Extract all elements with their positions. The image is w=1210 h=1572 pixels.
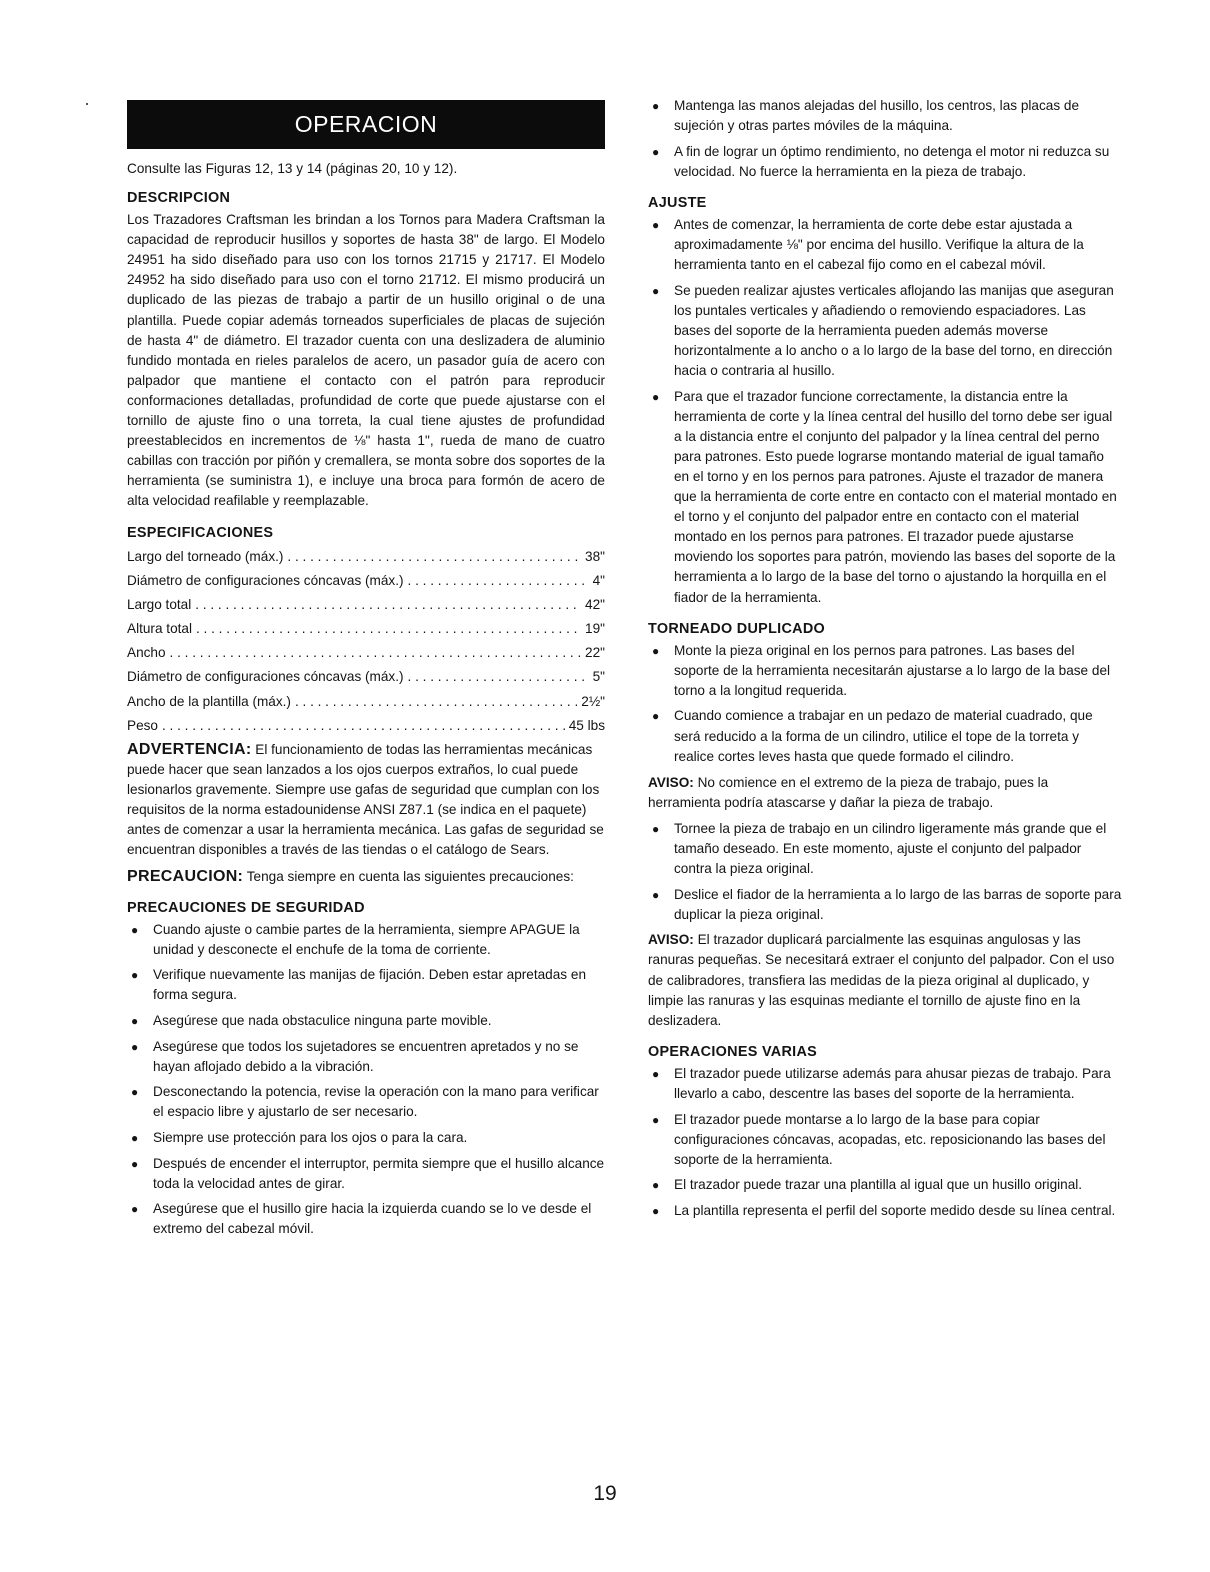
leader-dots	[295, 690, 577, 714]
spec-value: 19"	[585, 621, 605, 637]
left-column	[127, 100, 605, 1245]
leader-dots	[408, 569, 589, 593]
aviso-note	[648, 930, 1122, 1030]
precaucion-keyword: PRECAUCION:	[127, 867, 244, 885]
spec-label: Altura total	[127, 621, 192, 637]
list-item	[127, 1037, 605, 1077]
list-item	[648, 387, 1122, 608]
varias-heading: OPERACIONES VARIAS	[648, 1043, 818, 1060]
scan-speck	[86, 103, 88, 105]
list-item	[648, 819, 1122, 879]
spec-label: Diámetro de configuraciones cóncavas (máx.)	[127, 669, 404, 685]
spec-label: Diámetro de configuraciones cóncavas (máx.)	[127, 572, 404, 588]
specifications-list	[127, 545, 605, 739]
aviso-keyword: AVISO:	[648, 932, 694, 948]
spec-row	[127, 545, 605, 569]
bullet-icon: ●	[652, 821, 660, 836]
list-item-text: El trazador puede utilizarse además para ahusar piezas de trabajo. Para llevarlo a cabo, descentre las bases del soporte de la herramienta.	[674, 1065, 1111, 1101]
list-item	[648, 142, 1122, 182]
list-item-text: Desconectando la potencia, revise la operación con la mano para verificar el espacio libre y ajustarlo de ser necesario.	[153, 1084, 599, 1120]
list-item-text: Verifique nuevamente las manijas de fijación. Deben estar apretadas en forma segura.	[153, 967, 587, 1003]
ajuste-list	[648, 215, 1122, 608]
list-item	[127, 1128, 605, 1148]
list-item	[127, 1082, 605, 1122]
leader-dots	[170, 641, 582, 665]
spec-label: Ancho	[127, 645, 166, 661]
list-item	[648, 706, 1122, 766]
spec-value: 4"	[592, 572, 605, 588]
spec-row	[127, 665, 605, 689]
list-item	[127, 1011, 605, 1031]
list-item	[648, 885, 1122, 925]
bullet-icon: ●	[652, 144, 660, 159]
list-item-text: Siempre use protección para los ojos o para la cara.	[153, 1130, 468, 1145]
list-item-text: Monte la pieza original en los pernos para patrones. Las bases del soporte de la herramienta necesitarán ajustarse a lo largo de la base del torno a la longitud requerida.	[674, 642, 1111, 698]
banner-title: OPERACION	[294, 111, 438, 138]
right-column	[648, 96, 1122, 1227]
list-item-text: Para que el trazador funcione correctamente, la distancia entre la herramienta de corte y la línea central del husillo del torno debe ser igual a la distancia entre el conjunto del palpador y la línea central del perno para patrones. Esto puede lograrse montando material de igual tamaño en el torno y en los pernos para patrones. Ajuste el trazador de manera que la herramienta de corte entre en contacto con el material montado en el torno y el conjunto del palpador entre en contacto con el material montado en los pernos para patrones. El trazador puede ajustarse moviendo los soportes para patrón, moviendo las bases del soporte de la herramienta a lo largo de la base del torno o ajustando la horquilla en el fiador de la herramienta.	[674, 388, 1117, 605]
advertencia-keyword: ADVERTENCIA:	[127, 741, 252, 758]
leader-dots	[287, 545, 581, 569]
list-item-text: El trazador puede trazar una plantilla al igual que un husillo original.	[674, 1177, 1083, 1193]
bullet-icon: ●	[652, 1112, 660, 1127]
figures-reference: Consulte las Figuras 12, 13 y 14 (páginas 20, 10 y 12).	[127, 161, 458, 176]
bullet-icon: ●	[131, 1085, 139, 1100]
spec-value: 45 lbs	[568, 717, 605, 733]
bullet-icon: ●	[652, 283, 660, 298]
precaucion-paragraph	[127, 867, 605, 887]
list-item	[648, 1201, 1122, 1221]
spec-value: 2½"	[581, 693, 605, 709]
list-item-text: Después de encender el interruptor, permita siempre que el husillo alcance toda la velocidad antes de girar.	[153, 1155, 605, 1191]
list-item-text: Tornee la pieza de trabajo en un cilindro ligeramente más grande que el tamaño deseado. En este momento, ajuste el conjunto del palpador contra la pieza original.	[674, 820, 1107, 877]
bullet-icon: ●	[131, 1131, 139, 1145]
spec-label: Peso	[127, 717, 158, 733]
varias-list	[648, 1064, 1122, 1221]
bullet-icon: ●	[652, 1066, 660, 1081]
bullet-icon: ●	[652, 99, 660, 113]
precaucion-text: Tenga siempre en cuenta las siguientes precauciones:	[243, 868, 574, 884]
torneado-list-a	[648, 641, 1122, 767]
bullet-icon: ●	[652, 887, 660, 902]
list-item-text: El trazador puede montarse a lo largo de la base para copiar configuraciones cóncavas, acopadas, etc. reposicionando las bases del soporte de la herramienta.	[674, 1111, 1106, 1167]
seguridad-heading: PRECAUCIONES DE SEGURIDAD	[127, 899, 365, 916]
list-item	[127, 920, 605, 960]
aviso-text: El trazador duplicará parcialmente las esquinas angulosas y las ranuras pequeñas. Se necesitará extraer el conjunto del palpador. Con el uso de calibradores, transfiera las medidas de la pieza original al duplicado, y limpie las ranuras y las esquinas mediante el tornillo de ajuste fino en la deslizadera.	[648, 932, 1115, 1028]
descripcion-heading: DESCRIPCION	[127, 190, 231, 207]
list-item-text: Mantenga las manos alejadas del husillo, los centros, las placas de sujeción y otras partes móviles de la máquina.	[674, 98, 1080, 134]
torneado-list-b	[648, 819, 1122, 925]
list-item	[648, 1110, 1122, 1170]
spec-row	[127, 690, 605, 714]
spec-label: Ancho de la plantilla (máx.)	[127, 693, 291, 709]
bullet-icon: ●	[652, 389, 660, 404]
precautions-continued-list	[648, 96, 1122, 182]
section-banner	[127, 100, 605, 149]
list-item-text: Cuando comience a trabajar en un pedazo de material cuadrado, que será reducido a la forma de un cilindro, utilice el tope de la torreta y realice cortes leves hasta que quede formado el cilindro.	[674, 708, 1093, 764]
spec-row	[127, 714, 605, 738]
list-item-text: Antes de comenzar, la herramienta de corte debe estar ajustada a aproximadamente ⅛" por encima del husillo. Verifique la altura de la herramienta tanto en el cabezal fijo como en el cabezal móvil.	[674, 216, 1084, 273]
bullet-icon: ●	[131, 922, 139, 937]
seguridad-list	[127, 920, 605, 1240]
bullet-icon: ●	[131, 1039, 139, 1054]
list-item-text: Asegúrese que el husillo gire hacia la izquierda cuando se lo ve desde el extremo del cabezal móvil.	[153, 1201, 592, 1237]
spec-value: 22"	[585, 645, 605, 661]
list-item-text: La plantilla representa el perfil del soporte medido desde su línea central.	[674, 1202, 1116, 1218]
bullet-icon: ●	[131, 1202, 139, 1217]
page-number: 19	[593, 1482, 617, 1505]
list-item	[127, 965, 605, 1005]
list-item	[648, 96, 1122, 136]
descripcion-text: Los Trazadores Craftsman les brindan a los Tornos para Madera Craftsman la capacidad de reproducir husillos y soportes de hasta 38" de largo. El Modelo 24951 ha sido diseñado para uso con los tornos 21715 y 21717. El Modelo 24952 ha sido diseñado para uso con el torno 21712. El mismo producirá un duplicado de las piezas de trabajo a partir de un husillo original o de una plantilla. Puede copiar además torneados superficiales de placas de sujeción de hasta 4" de diámetro. El trazador cuenta con una deslizadera de aluminio fundido montada en rieles paralelos de acero, un pasador guía de acero con palpador que mantiene el contacto con el patrón para reproducir conformaciones detalladas, profundidad de corte que puede ajustarse con el tornillo de ajuste fino o una torreta, la cual tiene ajustes de profundidad preestablecidos en incrementos de ⅛" hasta 1", rueda de mano de cuatro cabillas con tracción por piñón y cremallera, se monta sobre dos soportes de la herramienta (se suministra 1), e incluye una broca para formón de acero de alta velocidad reafilable y reemplazable.	[127, 212, 605, 509]
spec-value: 38"	[585, 548, 605, 564]
bullet-icon: ●	[131, 1014, 139, 1029]
spec-row	[127, 569, 605, 593]
bullet-icon: ●	[652, 709, 660, 724]
list-item	[648, 641, 1122, 701]
bullet-icon: ●	[652, 643, 660, 658]
list-item-text: Se pueden realizar ajustes verticales aflojando las manijas que aseguran los puntales verticales y añadiendo o removiendo espaciadores. Las bases del soporte de la herramienta pueden además moverse horizontalmente a lo ancho o a lo largo de la base del torno, en dirección hacia o contraria al husillo.	[674, 282, 1114, 379]
leader-dots	[195, 593, 581, 617]
advertencia-paragraph	[127, 740, 605, 861]
list-item-text: Cuando ajuste o cambie partes de la herramienta, siempre APAGUE la unidad y desconecte el enchufe de la toma de corriente.	[153, 921, 580, 957]
especificaciones-heading: ESPECIFICACIONES	[127, 524, 274, 541]
aviso-note	[648, 773, 1122, 813]
aviso-keyword: AVISO:	[648, 774, 694, 790]
bullet-icon: ●	[652, 1178, 660, 1193]
list-item	[648, 281, 1122, 381]
bullet-icon: ●	[131, 968, 139, 983]
advertencia-text: El funcionamiento de todas las herramientas mecánicas puede hacer que sean lanzados a los ojos cuerpos extraños, lo cual puede lesionarlos gravemente. Siempre use gafas de seguridad que cumplan con los requisitos de la norma estadounidense ANSI Z87.1 (se indica en el paquete) antes de comenzar a usar la herramienta mecánica. Las gafas de seguridad se encuentran disponibles a través de las tiendas o el catálogo de Sears.	[127, 742, 604, 858]
list-item-text: Asegúrese que nada obstaculice ninguna parte movible.	[153, 1013, 492, 1029]
list-item	[648, 1064, 1122, 1104]
spec-label: Largo total	[127, 596, 192, 612]
spec-value: 5"	[592, 669, 605, 685]
list-item	[127, 1154, 605, 1194]
list-item	[648, 215, 1122, 275]
list-item	[648, 1175, 1122, 1195]
list-item-text: A fin de lograr un óptimo rendimiento, no detenga el motor ni reduzca su velocidad. No fuerce la herramienta en la pieza de trabajo.	[674, 143, 1110, 179]
bullet-icon: ●	[131, 1156, 139, 1171]
spec-value: 42"	[585, 596, 605, 612]
leader-dots	[196, 617, 581, 641]
aviso-text: No comience en el extremo de la pieza de trabajo, pues la herramienta podría atascarse y dañar la pieza de trabajo.	[648, 774, 1049, 810]
spec-row	[127, 641, 605, 665]
torneado-heading: TORNEADO DUPLICADO	[648, 620, 826, 637]
spec-row	[127, 617, 605, 641]
leader-dots	[162, 714, 565, 738]
spec-row	[127, 593, 605, 617]
list-item-text: Asegúrese que todos los sujetadores se encuentren apretados y no se hayan aflojado debido a la vibración.	[153, 1038, 579, 1074]
list-item-text: Deslice el fiador de la herramienta a lo largo de las barras de soporte para duplicar la pieza original.	[674, 886, 1122, 922]
list-item	[127, 1199, 605, 1239]
leader-dots	[408, 665, 589, 689]
bullet-icon: ●	[652, 217, 660, 232]
bullet-icon: ●	[652, 1203, 660, 1218]
ajuste-heading: AJUSTE	[648, 194, 707, 211]
spec-label: Largo del torneado (máx.)	[127, 548, 284, 564]
